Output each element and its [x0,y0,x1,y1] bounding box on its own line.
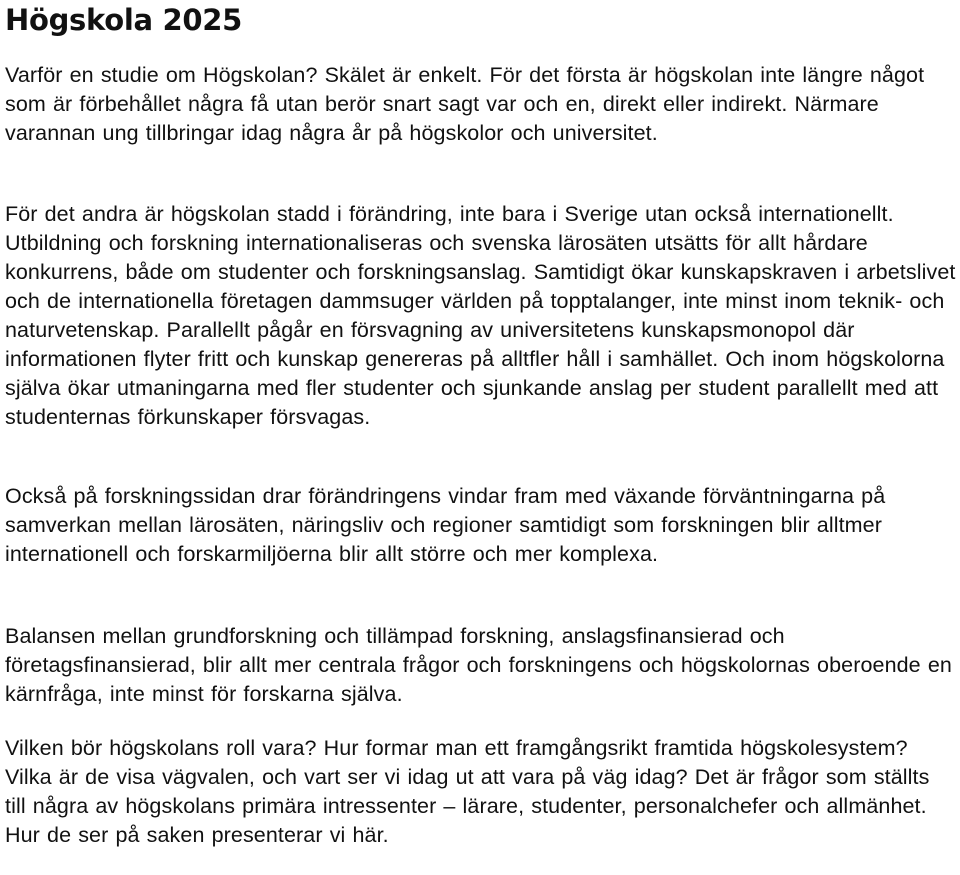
paragraph-change: För det andra är högskolan stadd i förändring, inte bara i Sverige utan också internationellt. Utbildning och forskning internationaliseras och svenska lärosäten utsätts för allt hårdare konkurrens, både om studenter och forskningsanslag. Samtidigt ökar kunskapskraven i arbetslivet och de internationella företagen dammsuger världen på topptalanger, inte minst inom teknik- och naturvetenskap. Parallellt pågår en försvagning av universitetens kunskapsmonopol där informationen flyter fritt och kunskap genereras på alltfler håll i samhället. Och inom högskolorna själva ökar utmaningarna med fler studenter och sjunkande anslag per student parallellt med att studenternas förkunskaper försvagas. [5,202,956,429]
page-title: Högskola 2025 [5,3,243,37]
paragraph-balance: Balansen mellan grundforskning och tillämpad forskning, anslagsfinansierad och företagsfinansierad, blir allt mer centrala frågor och forskningens och högskolornas oberoende en kärnfråga, inte minst för forskarna själva. [5,624,952,706]
paragraph-intro: Varför en studie om Högskolan? Skälet är enkelt. För det första är högskolan inte längre något som är förbehållet några få utan berör snart sagt var och en, direkt eller indirekt. Närmare varannan ung tillbringar idag några år på högskolor och universitet. [5,63,925,145]
paragraph-questions: Vilken bör högskolans roll vara? Hur formar man ett framgångsrikt framtida högskolesystem? Vilka är de visa vägvalen, och vart ser vi idag ut att vara på väg idag? Det är frågor som ställts till några av högskolans primära intressenter – lärare, studenter, personalchefer och allmänhet. Hur de ser på saken presenterar vi här. [5,736,930,847]
paragraph-research: Också på forskningssidan drar förändringens vindar fram med växande förväntningarna på samverkan mellan lärosäten, näringsliv och regioner samtidigt som forskningen blir alltmer internationell och forskarmiljöerna blir allt större och mer komplexa. [5,484,886,566]
document-page [5,0,957,847]
